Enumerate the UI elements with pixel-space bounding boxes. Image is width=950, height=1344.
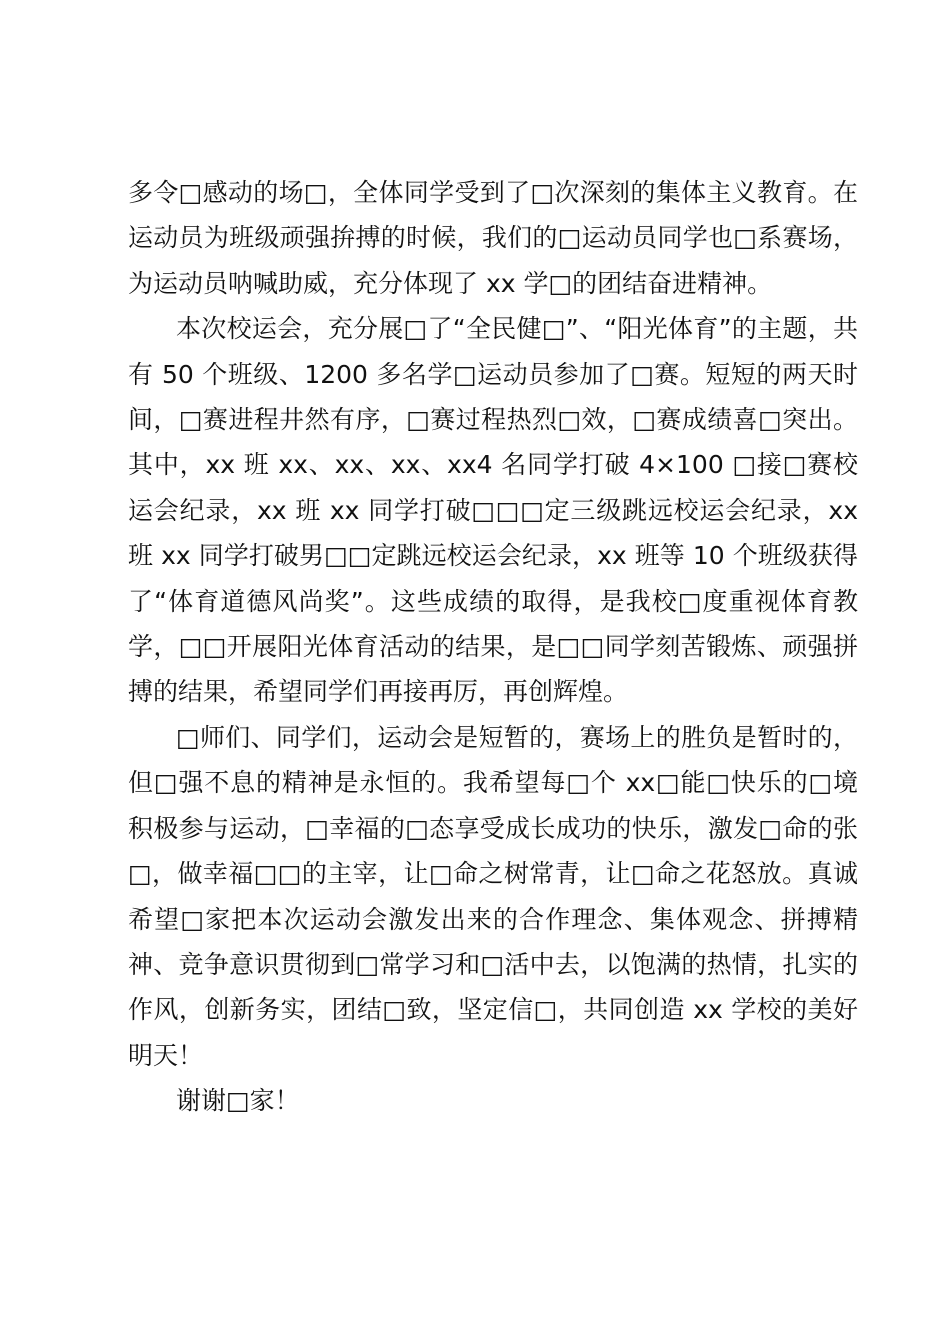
paragraph-closing-wishes: □师们、同学们，运动会是短暂的，赛场上的胜负是暂时的，但□强不息的精神是永恒的。我希望每□个 xx□能□快乐的□境积极参与运动，□幸福的□态享受成长成功的快乐，激发□命的张□，做幸福□□的主宰，让□命之树常青，让□命之花怒放。真诚希望□家把本次运动会激发出来的合作理念、集体观念、拼搏精神、竞争意识贯彻到□常学习和□活中去，以饱满的热情，扎实的作风，创新务实，团结□致，坚定信□，共同创造 xx 学校的美好明天！ — [128, 722, 858, 1070]
paragraph-sports-meet-summary: 本次校运会，充分展□了“全民健□”、“阳光体育”的主题，共有 50 个班级、1200 多名学□运动员参加了□赛。短短的两天时间，□赛进程井然有序，□赛过程热烈□效，□赛成绩喜□突出。其中，xx 班 xx、xx、xx、xx4 名同学打破 4×100 □接□赛校运会纪录，xx 班 xx 同学打破□□□定三级跳远校运会纪录，xx 班 xx 同学打破男□□定跳远校运会纪录，xx 班等 10 个班级获得了“体育道德风尚奖”。这些成绩的取得，是我校□度重视体育教学，□□开展阳光体育活动的结果，是□□同学刻苦锻炼、顽强拼搏的结果，希望同学们再接再厉，再创辉煌。 — [128, 314, 858, 707]
document-page — [128, 170, 858, 1124]
paragraph-continuation: 多令□感动的场□，全体同学受到了□次深刻的集体主义教育。在运动员为班级顽强拚搏的时候，我们的□运动员同学也□系赛场，为运动员呐喊助威，充分体现了 xx 学□的团结奋进精神。 — [128, 178, 858, 298]
paragraph-thanks: 谢谢□家！ — [176, 1086, 300, 1116]
